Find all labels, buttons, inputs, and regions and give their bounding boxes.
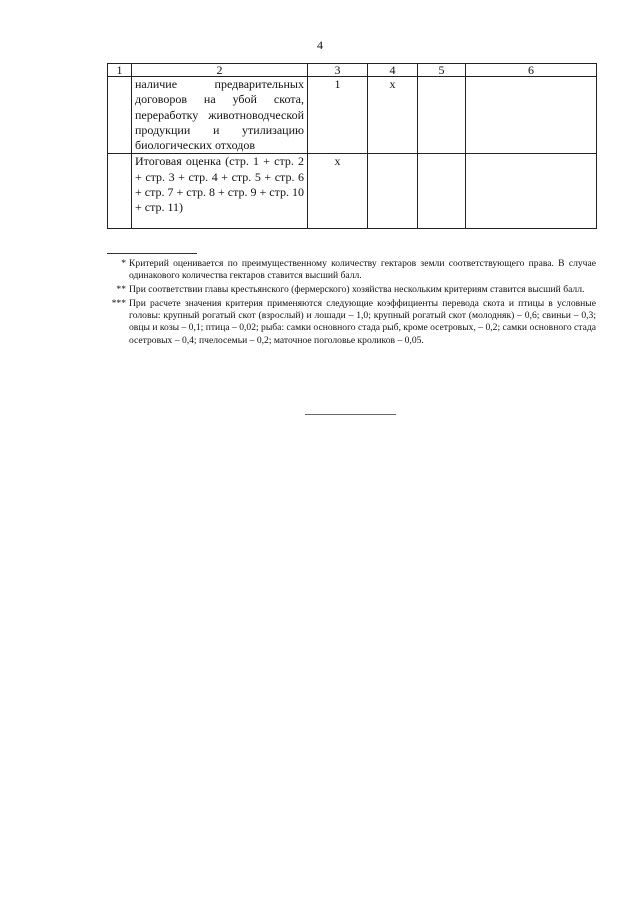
table-cell bbox=[108, 77, 132, 154]
total-score-cell: Итоговая оценка (стр. 1 + стр. 2 + стр. 3 + стр. 4 + стр. 5 + стр. 6 + стр. 7 + стр. 8 + стр. 9 + стр. 10 + стр. 11) bbox=[132, 154, 308, 229]
header-cell: 2 bbox=[132, 64, 308, 77]
header-cell: 4 bbox=[368, 64, 418, 77]
footnote-mark: ** bbox=[116, 284, 126, 296]
footnote bbox=[107, 258, 596, 282]
criterion-text-cell: наличие предварительных договоров на убой скота, переработку животноводческой продукции и утилизацию биологических отходов bbox=[132, 77, 308, 154]
footnotes bbox=[107, 258, 596, 349]
table-cell: 1 bbox=[308, 77, 368, 154]
header-cell: 5 bbox=[418, 64, 466, 77]
table-cell bbox=[418, 154, 466, 229]
page-number: 4 bbox=[317, 38, 323, 52]
table-row bbox=[108, 154, 597, 229]
footnote-text: При соответствии главы крестьянского (фермерского) хозяйства нескольким критериям ставится высший балл. bbox=[129, 284, 585, 296]
table-row bbox=[108, 77, 597, 154]
table-cell: х bbox=[308, 154, 368, 229]
footnote-text: Критерий оценивается по преимущественному количеству гектаров земли соответствующего права. В случае одинакового количества гектаров ставится высший балл. bbox=[129, 258, 596, 282]
table-cell: х bbox=[368, 77, 418, 154]
header-cell: 3 bbox=[308, 64, 368, 77]
header-cell: 6 bbox=[466, 64, 597, 77]
footnote-divider bbox=[107, 253, 197, 254]
table-cell bbox=[108, 154, 132, 229]
table-header-row bbox=[108, 64, 597, 77]
table-cell bbox=[466, 154, 597, 229]
criteria-table bbox=[107, 63, 597, 229]
table-cell bbox=[418, 77, 466, 154]
footnote bbox=[107, 298, 596, 346]
footnote-text: При расчете значения критерия применяются следующие коэффициенты перевода скота и птицы в условные головы: крупный рогатый скот (взрослый) и лошади – 1,0; крупный рогатый скот (молодняк) – 0,6; свиньи – 0,3; овцы и козы – 0,1; птица – 0,02; рыба: самки основного стада рыб, кроме осетровых, – 0,2; самки основного стада осетровых – 0,4; пчелосемьи – 0,2; маточное поголовье кроликов – 0,05. bbox=[129, 298, 596, 346]
footnote-mark: *** bbox=[111, 298, 126, 310]
header-cell: 1 bbox=[108, 64, 132, 77]
table-cell bbox=[368, 154, 418, 229]
footnote-mark: * bbox=[121, 258, 126, 269]
footnote bbox=[107, 284, 596, 296]
end-of-document-line bbox=[305, 414, 396, 415]
table-cell bbox=[466, 77, 597, 154]
